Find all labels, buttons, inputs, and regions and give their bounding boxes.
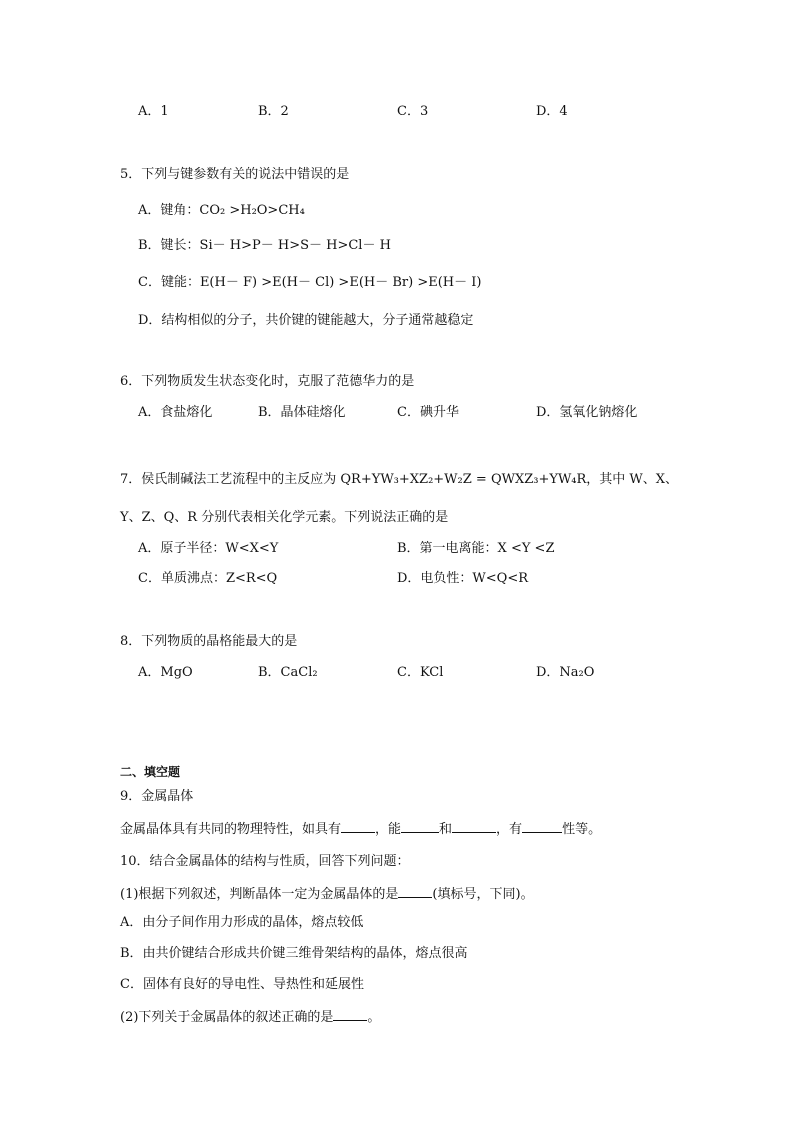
option-b: B．2	[258, 104, 289, 119]
option-a: A．MgO	[138, 665, 193, 680]
option-a: A．由分子间作用力形成的晶体，熔点较低	[120, 915, 364, 930]
option-d: D．结构相似的分子，共价键的键能越大，分子通常越稳定	[138, 313, 474, 328]
answer-blank[interactable]	[522, 820, 562, 833]
option-a: A．键角：CO₂ >H₂O>CH₄	[138, 203, 305, 218]
answer-blank[interactable]	[333, 1008, 367, 1021]
question-10-part-1	[120, 885, 534, 903]
option-c: C．键能：E(H－ F) >E(H－ Cl) >E(H－ Br) >E(H－ I)	[138, 275, 482, 290]
question-9-text-3: 和	[439, 822, 453, 837]
option-b: B．CaCl₂	[258, 665, 318, 680]
question-10-stem: 10．结合金属晶体的结构与性质，回答下列问题：	[120, 854, 410, 869]
option-b: B．由共价键结合形成共价键三维骨架结构的晶体，熔点很高	[120, 946, 468, 961]
option-d: D．氢氧化钠熔化	[536, 405, 638, 420]
part-2-end: 。	[367, 1010, 381, 1025]
option-c: C．3	[397, 104, 429, 119]
question-9-text-4: ，有	[496, 822, 523, 837]
question-9-text-1: 金属晶体具有共同的物理特性，如具有	[120, 822, 342, 837]
option-c: C．固体有良好的导电性、导热性和延展性	[120, 977, 364, 992]
answer-blank[interactable]	[398, 885, 432, 898]
option-b: B．晶体硅熔化	[258, 405, 346, 420]
option-a: A．原子半径：W<X<Y	[138, 541, 279, 556]
option-a: A．食盐熔化	[138, 405, 213, 420]
question-10-part-2	[120, 1008, 380, 1026]
question-5-stem: 5．下列与键参数有关的说法中错误的是	[120, 167, 350, 182]
answer-blank[interactable]	[341, 820, 375, 833]
question-6-stem: 6．下列物质发生状态变化时，克服了范德华力的是	[120, 374, 415, 389]
option-c: C．单质沸点：Z<R<Q	[138, 571, 278, 586]
option-b: B．键长：Si－ H>P－ H>S－ H>Cl－ H	[138, 238, 391, 253]
question-9-text-5: 性等。	[562, 822, 602, 837]
question-8-stem: 8．下列物质的晶格能最大的是	[120, 634, 298, 649]
option-c: C．KCl	[397, 665, 444, 680]
option-d: D．Na₂O	[536, 665, 595, 680]
option-a: A．1	[138, 104, 169, 119]
option-b: B．第一电离能：X <Y <Z	[397, 541, 555, 556]
question-9-stem: 9．金属晶体	[120, 789, 194, 804]
part-1-text: (1)根据下列叙述，判断晶体一定为金属晶体的是	[120, 887, 399, 902]
section-title: 二、填空题	[120, 765, 181, 779]
option-c: C．碘升华	[397, 405, 459, 420]
part-2-text: (2)下列关于金属晶体的叙述正确的是	[120, 1010, 334, 1025]
option-d: D．电负性：W<Q<R	[397, 571, 529, 586]
answer-blank[interactable]	[452, 820, 496, 833]
answer-blank[interactable]	[401, 820, 439, 833]
question-9-text-2: ，能	[375, 822, 402, 837]
part-1-note: (填标号，下同)。	[432, 887, 534, 902]
question-7-stem-line-2: Y、Z、Q、R 分别代表相关化学元素。下列说法正确的是	[120, 510, 449, 525]
option-d: D．4	[536, 104, 568, 119]
question-9-text	[120, 820, 601, 838]
question-7-stem-line-1: 7．侯氏制碱法工艺流程中的主反应为 QR+YW₃+XZ₂+W₂Z = QWXZ₃+YW₄R，其中 W、X、	[120, 472, 679, 487]
